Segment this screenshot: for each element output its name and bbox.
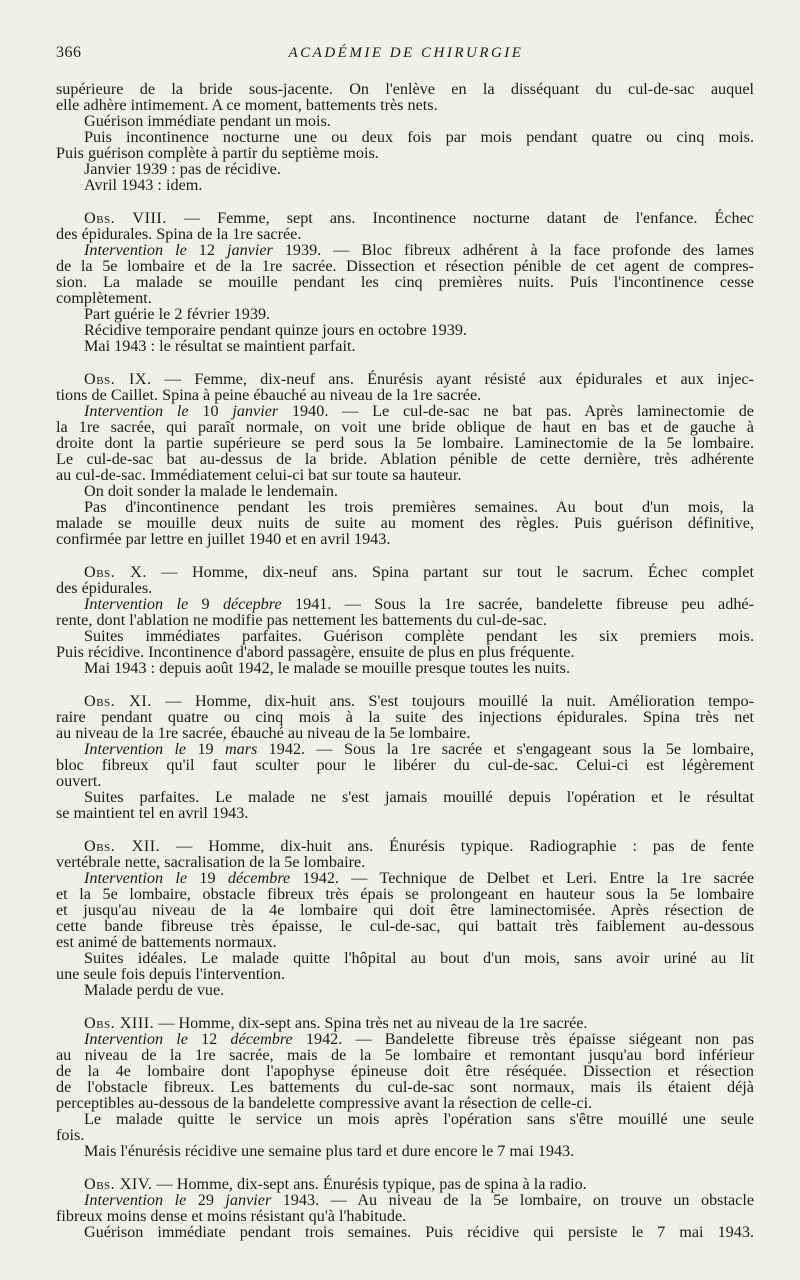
text-span: 1942. — Technique de Delbet et Leri. Entre la 1re sacrée <box>290 869 755 887</box>
text-span: Mais l'énurésis récidive une semaine plus tard et dure encore le 7 mai 1943. <box>84 1142 575 1160</box>
observation-label: Obs. XI. <box>84 692 152 710</box>
text-line <box>56 725 754 741</box>
text-span: au niveau de la 1re sacrée, mais de la 5e lombaire et remontant jusqu'au bord inférieur <box>56 1046 754 1064</box>
text-line <box>56 387 754 403</box>
observation-label: Obs. IX. <box>84 370 152 388</box>
text-span: 1942. — Sous la 1re sacrée et s'engageant sous la 5e lombaire, <box>257 740 755 758</box>
text-line <box>56 274 754 290</box>
text-line <box>56 451 754 467</box>
text-span: Guérison immédiate pendant un mois. <box>84 112 331 130</box>
text-line <box>56 1208 754 1224</box>
text-span: 19 <box>186 740 225 758</box>
observation-section <box>56 564 754 676</box>
text-line <box>56 1031 754 1047</box>
text-span: fibreux moins dense et moins résistant qu'à l'habitude. <box>56 1207 407 1225</box>
text-span: — Homme, dix-sept ans. Énurésis typique, pas de spina à la radio. <box>152 1175 587 1193</box>
page-number: 366 <box>56 44 82 61</box>
text-line <box>56 854 754 870</box>
text-line <box>56 580 754 596</box>
text-span: de l'obstacle fibreux. Les battements du cul-de-sac sont normaux, mais ils étaient déjà <box>56 1078 754 1096</box>
text-line <box>56 210 754 226</box>
text-span: Avril 1943 : idem. <box>84 176 203 194</box>
italic-text: décembre <box>230 1030 293 1048</box>
observation-label: Obs. XIII. <box>84 1014 155 1032</box>
italic-text: janvier <box>232 402 279 420</box>
text-span: — Homme, dix-huit ans. Énurésis typique. Radiographie : pas de fente <box>160 837 754 855</box>
text-span: une seule fois depuis l'intervention. <box>56 965 286 983</box>
text-span: 10 <box>188 402 233 420</box>
text-line <box>56 403 754 419</box>
text-span: On doit sonder la malade le lendemain. <box>84 482 338 500</box>
text-span: cette bande fibreuse très épaisse, le cul-de-sac, qui battait très faiblement au-dessous <box>56 917 754 935</box>
text-span: Puis incontinence nocturne une ou deux fois par mois pendant quatre ou cinq mois. <box>84 128 754 146</box>
observation-section <box>56 1176 754 1240</box>
text-line <box>56 1095 754 1111</box>
text-span: perceptibles au-dessous de la bandelette compressive avant la résection de celle-ci. <box>56 1094 593 1112</box>
text-line <box>56 1192 754 1208</box>
text-line <box>56 1127 754 1143</box>
observation-section <box>56 81 754 193</box>
text-line <box>56 531 754 547</box>
text-line <box>56 1176 754 1192</box>
text-span: 29 <box>186 1191 226 1209</box>
text-line <box>56 805 754 821</box>
text-line <box>56 934 754 950</box>
text-span: Récidive temporaire pendant quinze jours en octobre 1939. <box>84 321 467 339</box>
text-line <box>56 499 754 515</box>
observation-label: Obs. XII. <box>84 837 161 855</box>
italic-text: janvier <box>225 1191 272 1209</box>
observation-section <box>56 693 754 821</box>
page-body <box>56 81 754 1257</box>
text-line <box>56 693 754 709</box>
text-span: raire pendant quatre ou cinq mois à la suite des injections épidurales. Spina très net <box>56 708 754 726</box>
text-line <box>56 660 754 676</box>
text-line <box>56 242 754 258</box>
italic-text: Intervention le <box>84 595 189 613</box>
observation-section <box>56 838 754 998</box>
text-span: 12 <box>187 1030 231 1048</box>
text-line <box>56 290 754 306</box>
text-span: 1939. — Bloc fibreux adhérent à la face profonde des lames <box>272 241 755 259</box>
italic-text: Intervention le <box>84 869 188 887</box>
text-line <box>56 145 754 161</box>
text-line <box>56 1224 754 1240</box>
text-span: Guérison immédiate pendant trois semaines. Puis récidive qui persiste le 7 mai 1943. <box>84 1223 754 1241</box>
text-line <box>56 709 754 725</box>
italic-text: décembre <box>227 869 291 887</box>
text-span: et la 5e lombaire, obstacle fibreux très épais se prolongeant en hauteur sous la 5e lombaire <box>56 885 754 903</box>
text-line <box>56 467 754 483</box>
text-line <box>56 789 754 805</box>
text-line <box>56 129 754 145</box>
text-span: Janvier 1939 : pas de récidive. <box>84 160 281 178</box>
text-line <box>56 757 754 773</box>
observation-label: Obs. VIII. <box>84 209 167 227</box>
observation-label: Obs. XIV. <box>84 1175 153 1193</box>
text-line <box>56 515 754 531</box>
text-span: confirmée par lettre en juillet 1940 et en avril 1943. <box>56 530 391 548</box>
text-line <box>56 1111 754 1127</box>
text-line <box>56 628 754 644</box>
text-span: Mai 1943 : le résultat se maintient parfait. <box>84 337 356 355</box>
text-span: 19 <box>187 869 228 887</box>
text-line <box>56 306 754 322</box>
observation-section <box>56 1015 754 1159</box>
italic-text: décepbre <box>222 595 282 613</box>
text-span: et jusqu'au niveau de la 4e lombaire qui doit être laminectomisée. Après résection de <box>56 901 754 919</box>
text-span: 1940. — Le cul-de-sac ne bat pas. Après laminectomie de <box>278 402 754 420</box>
text-span: supérieure de la bride sous-jacente. On l'enlève en la disséquant du cul-de-sac auquel <box>56 80 754 98</box>
text-span: de la 5e lombaire et de la 1re sacrée. Dissection et résection pénible de cet agent de compres- <box>56 257 754 275</box>
text-line <box>56 338 754 354</box>
text-span: sion. La malade se mouille pendant les cinq premières nuits. Puis l'incontinence cesse <box>56 273 754 291</box>
text-span: 1941. — Sous la 1re sacrée, bandelette fibreuse peu adhé- <box>281 595 754 613</box>
text-span: se maintient tel en avril 1943. <box>56 804 249 822</box>
text-span: ouvert. <box>56 772 102 790</box>
text-span: elle adhère intimement. A ce moment, battements très nets. <box>56 96 438 114</box>
italic-text: Intervention le <box>84 241 187 259</box>
text-span: complètement. <box>56 289 152 307</box>
text-line <box>56 596 754 612</box>
text-line <box>56 161 754 177</box>
text-line <box>56 1015 754 1031</box>
text-span: Suites parfaites. Le malade ne s'est jamais mouillé depuis l'opération et le résultat <box>84 788 754 806</box>
text-span: au niveau de la 1re sacrée, ébauché au niveau de la 5e lombaire. <box>56 724 471 742</box>
text-line <box>56 870 754 886</box>
page-header <box>56 44 756 66</box>
text-line <box>56 97 754 113</box>
text-span: Pas d'incontinence pendant les trois premières semaines. Au bout d'un mois, la <box>84 498 754 516</box>
text-line <box>56 435 754 451</box>
running-title: ACADÉMIE DE CHIRURGIE <box>288 45 524 61</box>
text-span: rente, dont l'ablation ne modifie pas nettement les battements du cul-de-sac. <box>56 611 548 629</box>
text-line <box>56 226 754 242</box>
text-line <box>56 483 754 499</box>
text-span: Part guérie le 2 février 1939. <box>84 305 271 323</box>
text-span: — Homme, dix-huit ans. S'est toujours mouillé la nuit. Amélioration tempo- <box>151 692 754 710</box>
text-line <box>56 644 754 660</box>
italic-text: Intervention le <box>84 402 189 420</box>
text-line <box>56 371 754 387</box>
text-span: — Homme, dix-sept ans. Spina très net au niveau de la 1re sacrée. <box>154 1014 588 1032</box>
observation-section <box>56 210 754 354</box>
text-span: Puis guérison complète à partir du septième mois. <box>56 144 379 162</box>
text-line <box>56 918 754 934</box>
text-span: bloc fibreux qu'il faut sculter pour le libérer du cul-de-sac. Celui-ci est légèrement <box>56 756 754 774</box>
text-line <box>56 258 754 274</box>
observation-section <box>56 371 754 547</box>
text-line <box>56 113 754 129</box>
text-line <box>56 1063 754 1079</box>
text-span: des épidurales. Spina de la 1re sacrée. <box>56 225 302 243</box>
observation-label: Obs. X. <box>84 563 147 581</box>
text-span: de la 4e lombaire dont l'apophyse épineuse doit être réséquée. Dissection et résection <box>56 1062 754 1080</box>
text-span: vertébrale nette, sacralisation de la 5e lombaire. <box>56 853 366 871</box>
text-line <box>56 950 754 966</box>
text-line <box>56 419 754 435</box>
text-span: Suites immédiates parfaites. Guérison complète pendant les six premiers mois. <box>84 627 754 645</box>
text-span: est animé de battements normaux. <box>56 933 277 951</box>
text-line <box>56 982 754 998</box>
text-line <box>56 773 754 789</box>
italic-text: Intervention le <box>84 1030 188 1048</box>
text-span: 9 <box>188 595 223 613</box>
text-span: des épidurales. <box>56 579 153 597</box>
text-span: droite dont la partie supérieure se perd sous la 5e lombaire. Laminectomie de la 5e lombaire. <box>56 434 754 452</box>
text-span: Malade perdu de vue. <box>84 981 225 999</box>
text-line <box>56 81 754 97</box>
text-line <box>56 177 754 193</box>
text-span: Suites idéales. Le malade quitte l'hôpital au bout d'un mois, sans avoir uriné au lit <box>84 949 754 967</box>
text-line <box>56 966 754 982</box>
text-line <box>56 1079 754 1095</box>
italic-text: Intervention le <box>84 740 187 758</box>
text-span: Puis récidive. Incontinence d'abord passagère, ensuite de plus en plus fréquente. <box>56 643 575 661</box>
text-line <box>56 838 754 854</box>
text-line <box>56 886 754 902</box>
text-span: — Homme, dix-neuf ans. Spina partant sur tout le sacrum. Échec complet <box>146 563 754 581</box>
text-span: Le cul-de-sac bat au-dessus de la bride. Ablation pénible de cette dernière, très adhérente <box>56 450 754 468</box>
text-span: 12 <box>186 241 227 259</box>
text-span: Le malade quitte le service un mois après l'opération sans s'être mouillé une seule <box>84 1110 754 1128</box>
text-line <box>56 564 754 580</box>
text-line <box>56 1047 754 1063</box>
text-span: — Femme, dix-neuf ans. Énurésis ayant résisté aux épidurales et aux injec- <box>151 370 754 388</box>
text-span: 1943. — Au niveau de la 5e lombaire, on trouve un obstacle <box>271 1191 755 1209</box>
text-span: la 1re sacrée, qui paraît normale, on voit une bride oblique de haut en bas et de gauche à <box>56 418 754 436</box>
italic-text: janvier <box>226 241 273 259</box>
text-line <box>56 902 754 918</box>
text-span: malade se mouille deux nuits de suite au moment des règles. Puis guérison définitive, <box>56 514 754 532</box>
text-span: tions de Caillet. Spina à peine ébauché au niveau de la 1re sacrée. <box>56 386 482 404</box>
text-line <box>56 612 754 628</box>
text-span: 1942. — Bandelette fibreuse très épaisse siégeant non pas <box>292 1030 754 1048</box>
text-span: — Femme, sept ans. Incontinence nocturne datant de l'enfance. Échec <box>166 209 754 227</box>
italic-text: Intervention le <box>84 1191 187 1209</box>
text-line <box>56 741 754 757</box>
text-span: fois. <box>56 1126 85 1144</box>
text-line <box>56 322 754 338</box>
text-span: Mai 1943 : depuis août 1942, le malade se mouille presque toutes les nuits. <box>84 659 570 677</box>
text-line <box>56 1143 754 1159</box>
text-span: au cul-de-sac. Immédiatement celui-ci bat sur toute sa hauteur. <box>56 466 462 484</box>
italic-text: mars <box>224 740 258 758</box>
